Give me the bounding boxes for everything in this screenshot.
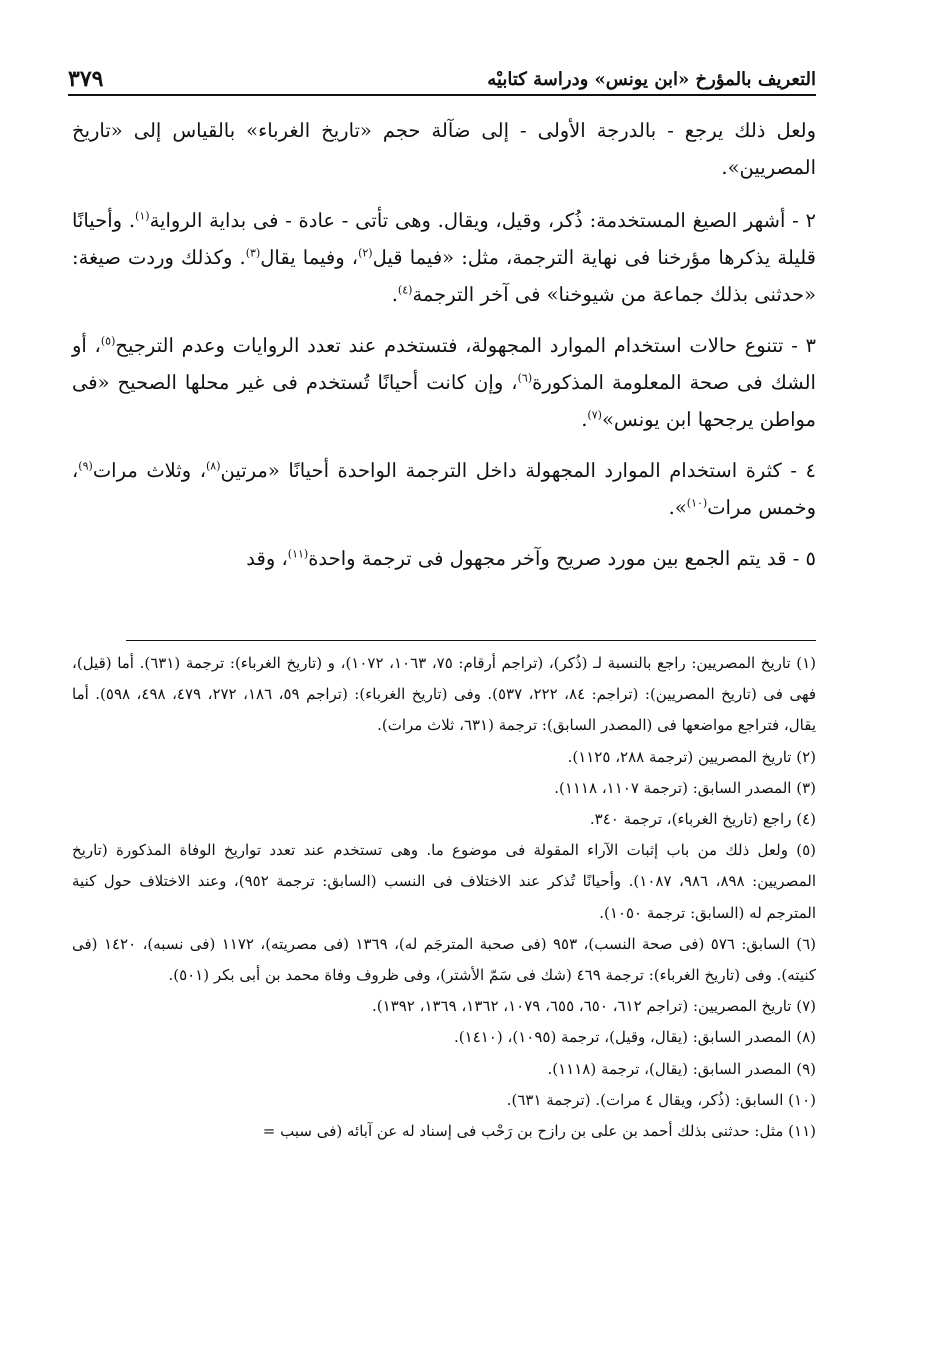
footnote: (٥) ولعل ذلك من باب إثبات الآراء المقولة فى موضوع ما. وهى تستخدم عند تعدد تواريخ الوفاة المذكورة (تاريخ المصريين: ٨٩٨، ٩٨٦، ١٠٨٧). وأحيانًا تُذكر عند الاختلاف فى النسب (السابق: ترجمة ٩٥٢)، وعند الاختلاف حول كنية المترجم له (السابق: ترجمة ١٠٥٠). (72, 841, 817, 922)
footnote: (١) تاريخ المصريين: راجع بالنسبة لـ (ذُكر)، (تراجم أرقام: ٧٥، ١٠٦٣، ١٠٧٢)، و (تاريخ الغرباء): ترجمة (٦٣١). أما (قيل)، فهى فى (تاريخ المصريين): (تراجم: ٨٤، ٢٢٢، ٥٣٧). وفى (تاريخ الغرباء): (تراجم ٥٩، ١٨٦، ٢٧٢، ٤٧٩، ٤٩٨، ٥٩٨). أما يقال، فتراجع مواضعها فى (المصدر السابق): ترجمة (٦٣١، ثلاث مرات). (72, 654, 817, 735)
footnote: (٣) المصدر السابق: (ترجمة ١١٠٧، ١١١٨). (554, 778, 816, 797)
body-paragraph: ٣ - تتنوع حالات استخدام الموارد المجهولة، فتستخدم عند تعدد الروايات وعدم الترجيح$^{(٥)}$، أو الشك فى صحة المعلومة المذكورة$^{(٦)}$، وإن كانت أحيانًا تُستخدم فى غير محلها الصحيح «فى مواطن يرجحها ابن يونس»$^{(٧)}$. (72, 334, 816, 431)
footnote-ref[interactable]: (٤) (397, 283, 413, 297)
footnote: (٤) راجع (تاريخ الغرباء)، ترجمة ٣٤٠. (589, 810, 816, 829)
page-header (68, 54, 816, 96)
footnote-ref[interactable]: (١١) (287, 547, 309, 561)
footnote: (٨) المصدر السابق: (يقال، وقيل)، ترجمة (١٠٩٥)، (١٤١٠). (454, 1028, 816, 1047)
footnote: (١٠) السابق: (ذُكر، ويقال ٤ مرات). (ترجمة ٦٣١). (506, 1090, 816, 1109)
footnote: (٧) تاريخ المصريين: (تراجم ٦١٢، ٦٥٠، ٦٥٥، ١٠٧٩، ١٣٦٢، ١٣٦٩، ١٣٩٢). (371, 997, 816, 1016)
running-title: التعريف بالمؤرخ «ابن يونس» ودراسة كتابيْه (487, 69, 816, 90)
body-text (72, 112, 816, 591)
footnotes (72, 648, 816, 1147)
body-paragraph: ٤ - كثرة استخدام الموارد المجهولة داخل الترجمة الواحدة أحيانًا «مرتين$^{(٨)}$، وثلاث مرات$^{(٩)}$، وخمس مرات$^{(١٠)}$». (72, 459, 816, 519)
page-number: ٣٧٩ (68, 66, 104, 92)
footnote-ref[interactable]: (١٠) (686, 496, 708, 510)
footnote-ref[interactable]: (١) (135, 209, 150, 223)
footnote: (١١) مثل: حدثنى بذلك أحمد بن على بن رازح بن رَحْب فى إسناد له عن آبائه (فى سبب = (262, 1122, 816, 1141)
footnote-ref[interactable]: (٨) (206, 459, 221, 473)
body-paragraph: ولعل ذلك يرجع - بالدرجة الأولى - إلى ضآلة حجم «تاريخ الغرباء» بالقياس إلى «تاريخ المصريين». (72, 119, 816, 179)
footnote-ref[interactable]: (٣) (245, 246, 261, 260)
footnote-separator (126, 640, 816, 641)
footnote: (٢) تاريخ المصريين (ترجمة ٢٨٨، ١١٢٥). (567, 747, 816, 766)
footnote-ref[interactable]: (٥) (100, 334, 116, 348)
body-paragraph: ٥ - قد يتم الجمع بين مورد صريح وآخر مجهول فى ترجمة واحدة$^{(١١)}$، وقد (246, 547, 816, 570)
body-paragraph: ٢ - أشهر الصيغ المستخدمة: ذُكر، وقيل، ويقال. وهى تأتى - عادة - فى بداية الرواية$^{(١)}$. وأحيانًا قليلة يذكرها مؤرخنا فى نهاية الترجمة، مثل: «فيما قيل$^{(٢)}$، وفيما يقال$^{(٣)}$. وكذلك وردت صيغة: «حدثنى بذلك جماعة من شيوخنا» فى آخر الترجمة$^{(٤)}$. (72, 209, 816, 306)
footnote: (٩) المصدر السابق: (يقال)، ترجمة (١١١٨). (547, 1059, 816, 1078)
footnote-ref[interactable]: (٩) (78, 459, 93, 473)
footnote: (٦) السابق: ٥٧٦ (فى صحة النسب)، ٩٥٣ (فى صحبة المترجَم له)، ١٣٦٩ (فى مصريته)، ١١٧٢ (فى نسبه)، ١٤٢٠ (فى كنيته). وفى (تاريخ الغرباء): ترجمة ٤٦٩ (شك فى سَمّ الأشتر)، وفى ظروف وفاة محمد بن أبى بكر (٥٠١). (72, 934, 816, 985)
footnote-ref[interactable]: (٢) (358, 246, 373, 260)
footnote-ref[interactable]: (٦) (517, 371, 533, 385)
footnote-ref[interactable]: (٧) (587, 408, 602, 422)
